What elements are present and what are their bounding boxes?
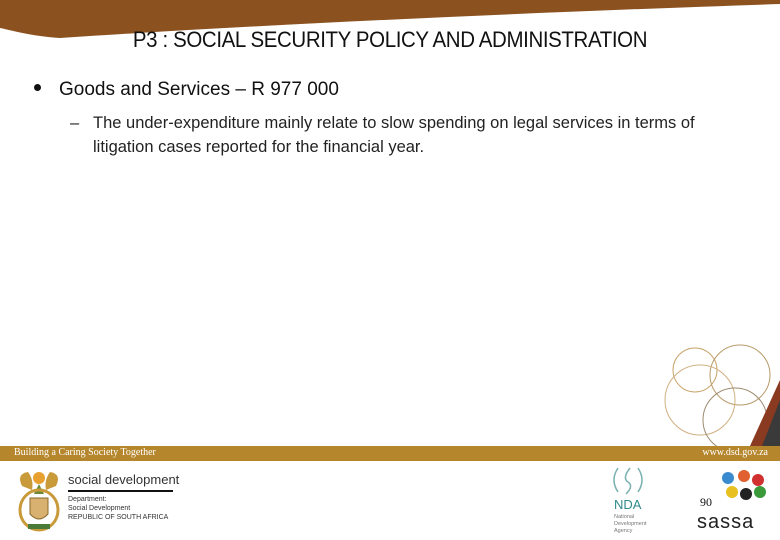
decorative-circles: [640, 340, 780, 450]
department-name: social development: [68, 472, 180, 487]
footer-url[interactable]: www.dsd.gov.za: [702, 447, 768, 458]
department-line: Social Development: [68, 505, 131, 512]
department-divider: [68, 490, 173, 492]
bullet-item: [34, 79, 339, 101]
sassa-hands-icon: [718, 468, 770, 504]
bullet-dot-icon: [34, 84, 41, 91]
sassa-name: sassa: [697, 511, 755, 533]
bullet-text: Goods and Services – R 977 000: [59, 79, 339, 100]
slide-title: P3 : SOCIAL SECURITY POLICY AND ADMINISTRATION: [132, 27, 648, 52]
department-line: REPUBLIC OF SOUTH AFRICA: [68, 514, 169, 521]
nda-full-name: National Development Agency: [614, 514, 647, 534]
department-line: Department:: [68, 496, 107, 503]
coat-of-arms-icon: [14, 466, 64, 532]
page-number: 90: [700, 495, 712, 509]
sub-bullet-text: The under-expenditure mainly relate to slow spending on legal services in terms of litigation cases reported for the financial year.: [93, 114, 695, 156]
nda-logo-icon: [608, 464, 648, 496]
dash-icon: –: [70, 114, 80, 132]
department-lines: [68, 495, 168, 522]
footer-tagline: Building a Caring Society Together: [14, 447, 156, 458]
nda-name: NDA: [614, 497, 642, 512]
sub-bullet-item: [70, 111, 710, 159]
